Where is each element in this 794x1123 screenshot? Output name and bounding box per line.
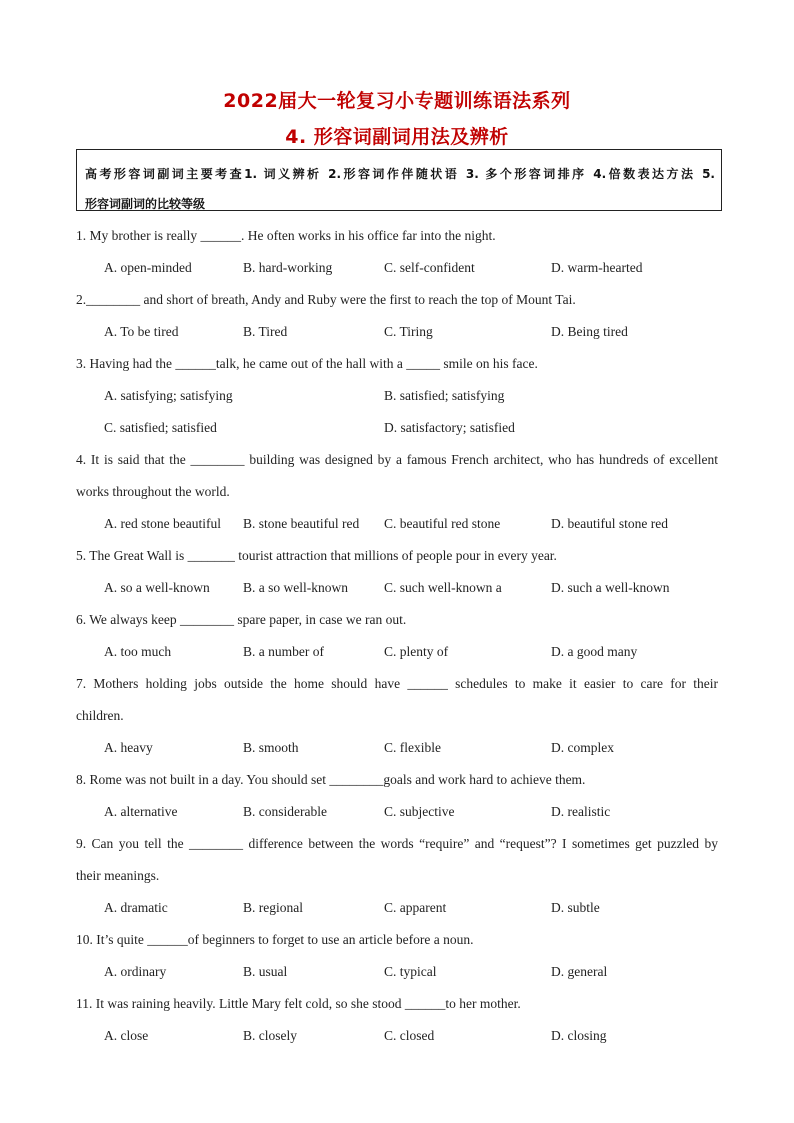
question-4 [76, 444, 718, 508]
page-title: 2022届大一轮复习小专题训练语法系列 [223, 90, 571, 112]
option-a[interactable]: A. open-minded [104, 260, 192, 275]
option-a[interactable]: A. heavy [104, 740, 153, 755]
question-text-line: 10. It’s quite ______of beginners to forget to use an article before a noun. [76, 932, 474, 947]
option-a[interactable]: A. alternative [104, 804, 178, 819]
option-d[interactable]: D. Being tired [551, 324, 628, 339]
options-row [104, 636, 724, 668]
option-c[interactable]: C. plenty of [384, 644, 449, 659]
options-row [104, 1020, 724, 1052]
option-b[interactable]: B. regional [243, 900, 303, 915]
question-5 [76, 540, 718, 572]
option-b[interactable]: B. a number of [243, 644, 324, 659]
question-8 [76, 764, 718, 796]
option-d[interactable]: D. general [551, 964, 608, 979]
question-text-line: 1. My brother is really ______. He often works in his office far into the night. [76, 228, 496, 243]
option-c[interactable]: C. closed [384, 1028, 435, 1043]
options-row [104, 892, 724, 924]
option-c[interactable]: C. subjective [384, 804, 455, 819]
question-text-line: 8. Rome was not built in a day. You should set ________goals and work hard to achieve them. [76, 772, 586, 787]
question-text-line: 5. The Great Wall is _______ tourist attraction that millions of people pour in every year. [76, 548, 557, 563]
options-row [104, 956, 724, 988]
intro-box [76, 149, 722, 211]
option-b[interactable]: B. closely [243, 1028, 297, 1043]
option-c[interactable]: C. such well-known a [384, 580, 502, 595]
option-c[interactable]: C. typical [384, 964, 437, 979]
option-a[interactable]: A. To be tired [104, 324, 179, 339]
question-2 [76, 284, 718, 316]
options-row [104, 316, 724, 348]
option-a[interactable]: A. ordinary [104, 964, 167, 979]
question-text-line: 11. It was raining heavily. Little Mary felt cold, so she stood ______to her mother. [76, 996, 521, 1011]
question-text-line: 7. Mothers holding jobs outside the home should have ______ schedules to make it easier to care for their [76, 676, 718, 691]
question-text-line: children. [76, 708, 124, 723]
question-10 [76, 924, 718, 956]
option-b[interactable]: B. hard-working [243, 260, 333, 275]
option-b[interactable]: B. stone beautiful red [243, 516, 360, 531]
intro-text-line-1: 高考形容词副词主要考查1. 词义辨析 2.形容词作伴随状语 3. 多个形容词排序 4.倍数表达方法 5. [85, 167, 715, 181]
option-d[interactable]: D. closing [551, 1028, 607, 1043]
option-a[interactable]: A. red stone beautiful [104, 516, 221, 531]
question-text-line: 9. Can you tell the ________ difference between the words “require” and “request”? I sometimes get puzzled by [76, 836, 718, 851]
question-text-line: 4. It is said that the ________ building was designed by a famous French architect, who has hundreds of excellent [76, 452, 718, 467]
option-b[interactable]: B. Tired [243, 324, 288, 339]
option-d[interactable]: D. subtle [551, 900, 600, 915]
question-6 [76, 604, 718, 636]
options-row [104, 380, 724, 412]
option-a[interactable]: A. dramatic [104, 900, 168, 915]
option-a[interactable]: A. close [104, 1028, 149, 1043]
option-b[interactable]: B. considerable [243, 804, 327, 819]
option-a[interactable]: A. satisfying; satisfying [104, 388, 233, 403]
option-c[interactable]: C. self-confident [384, 260, 475, 275]
option-d[interactable]: D. a good many [551, 644, 638, 659]
question-text-line: 2.________ and short of breath, Andy and Ruby were the first to reach the top of Mount Tai. [76, 292, 576, 307]
question-7 [76, 668, 718, 732]
option-d[interactable]: D. beautiful stone red [551, 516, 668, 531]
question-3 [76, 348, 718, 380]
page-subtitle: 4. 形容词副词用法及辨析 [285, 126, 509, 148]
options-row [104, 732, 724, 764]
options-row [104, 572, 724, 604]
options-row [104, 412, 724, 444]
question-9 [76, 828, 718, 892]
option-c[interactable]: C. flexible [384, 740, 441, 755]
question-text-line: 3. Having had the ______talk, he came out of the hall with a _____ smile on his face. [76, 356, 538, 371]
option-b[interactable]: B. satisfied; satisfying [384, 388, 505, 403]
option-c[interactable]: C. apparent [384, 900, 447, 915]
option-a[interactable]: A. too much [104, 644, 172, 659]
option-d[interactable]: D. warm-hearted [551, 260, 643, 275]
option-d[interactable]: D. realistic [551, 804, 611, 819]
option-d[interactable]: D. such a well-known [551, 580, 670, 595]
option-c[interactable]: C. Tiring [384, 324, 433, 339]
question-text-line: works throughout the world. [76, 484, 230, 499]
question-text-line: their meanings. [76, 868, 160, 883]
option-b[interactable]: B. smooth [243, 740, 299, 755]
intro-text-line-2: 形容词副词的比较等级 [85, 197, 206, 211]
option-b[interactable]: B. usual [243, 964, 288, 979]
options-row [104, 252, 724, 284]
option-c[interactable]: C. beautiful red stone [384, 516, 501, 531]
option-c[interactable]: C. satisfied; satisfied [104, 420, 217, 435]
options-row [104, 796, 724, 828]
option-d[interactable]: D. complex [551, 740, 614, 755]
question-text-line: 6. We always keep ________ spare paper, in case we ran out. [76, 612, 407, 627]
question-1 [76, 220, 718, 252]
option-d[interactable]: D. satisfactory; satisfied [384, 420, 515, 435]
option-a[interactable]: A. so a well-known [104, 580, 210, 595]
options-row [104, 508, 724, 540]
option-b[interactable]: B. a so well-known [243, 580, 348, 595]
question-11 [76, 988, 718, 1020]
